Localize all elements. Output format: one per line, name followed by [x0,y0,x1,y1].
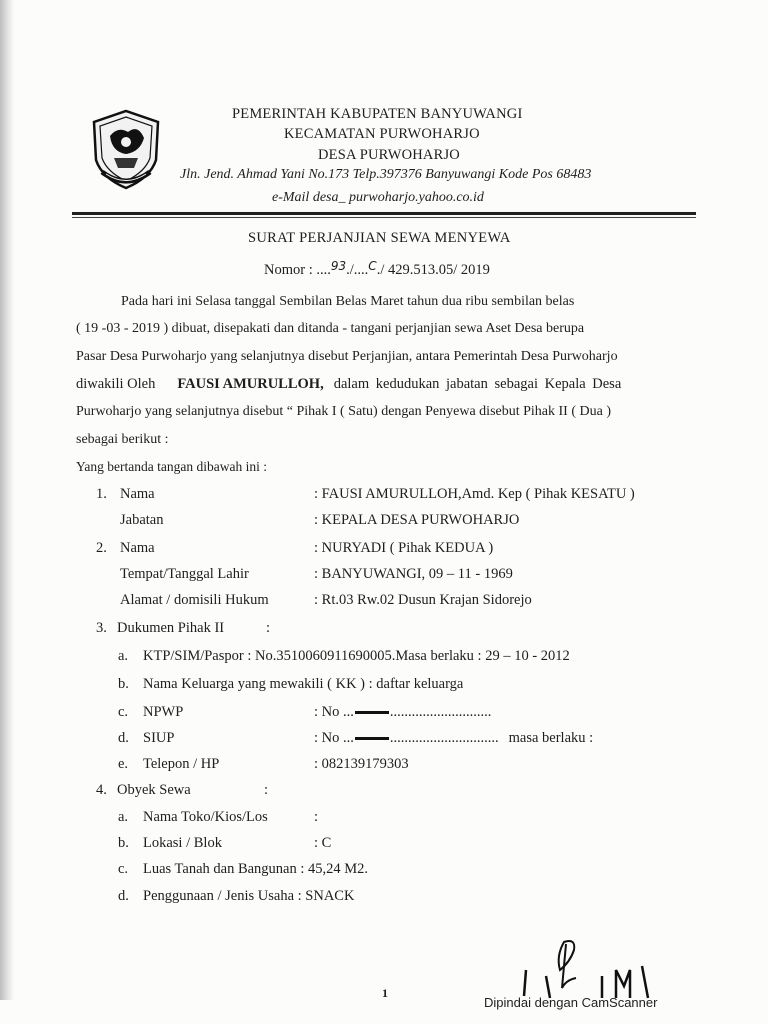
letterhead-email: e-Mail desa_ purwoharjo.yahoo.co.id [272,190,484,205]
section-3-label: Dukumen Pihak II [117,620,225,636]
s3-item-d-value [314,730,593,747]
number-handwritten-2: C [368,259,377,273]
s3-item-b-family: Nama Keluarga yang mewakili ( KK ) : daftar keluarga [143,676,464,692]
section-3-colon: : [266,620,271,636]
intro-line-1: Pada hari ini Selasa tanggal Sembilan Belas Maret tahun dua ribu sembilan belas [121,294,575,309]
intro-line-2: ( 19 -03 - 2019 ) dibuat, disepakati dan ditanda - tangani perjanjian sewa Aset Desa berupa [76,321,585,336]
redaction-mark [355,737,389,740]
letterhead-government: PEMERINTAH KABUPATEN BANYUWANGI [232,106,523,122]
section-1-label-name: Nama [120,486,155,502]
s4-item-c-area: Luas Tanah dan Bangunan : 45,24 M2. [143,861,369,877]
section-4-number: 4. [96,782,107,798]
s3-item-a-letter: a. [118,648,129,664]
s3-item-e-letter: e. [118,756,129,772]
representative-name: FAUSI AMURULLOH, [177,376,324,392]
page-number: 1 [382,986,388,1000]
scan-edge-shadow [0,0,14,1000]
signature-mark [516,936,656,1000]
s3-item-b-letter: b. [118,676,129,692]
number-prefix: Nomor : [264,262,317,278]
section-1-value-name: : FAUSI AMURULLOH,Amd. Kep ( Pihak KESATU ) [314,486,635,502]
letterhead-rule-thin [72,217,696,218]
s4-item-b-label: Lokasi / Blok [143,835,222,851]
section-2-value-birth: : BANYUWANGI, 09 – 11 - 1969 [314,566,513,582]
s4-item-d-letter: d. [118,888,129,904]
section-4-label: Obyek Sewa [117,782,191,798]
number-dots-2: .... [353,262,369,278]
letterhead-district: KECAMATAN PURWOHARJO [284,126,480,142]
s4-item-a-label: Nama Toko/Kios/Los [143,809,268,825]
s4-item-a-letter: a. [118,809,129,825]
number-suffix: ./ 429.513.05/ 2019 [376,262,490,278]
s4-item-b-value: : C [314,835,332,851]
section-2-label-name: Nama [120,540,155,556]
section-2-number: 2. [96,540,107,556]
signed-intro: Yang bertanda tangan dibawah ini : [76,459,267,474]
section-3-number: 3. [96,620,107,636]
letterhead-address: Jln. Jend. Ahmad Yani No.173 Telp.397376 Banyuwangi Kode Pos 68483 [180,167,592,182]
intro-line-6: sebagai berikut : [76,432,169,447]
s3-item-d-letter: d. [118,730,129,746]
section-1-number: 1. [96,486,107,502]
intro-line-4 [76,376,696,393]
section-2-value-address: : Rt.03 Rw.02 Dusun Krajan Sidorejo [314,592,532,608]
s3-item-c-value [314,704,491,721]
number-dots-1: .... [316,262,331,278]
s3-item-e-value: : 082139179303 [314,756,409,772]
letterhead-rule-thick [72,212,696,215]
intro-line-3: Pasar Desa Purwoharjo yang selanjutnya disebut Perjanjian, antara Pemerintah Desa Purwoharjo [76,349,618,364]
s3-item-a-ktp: KTP/SIM/Paspor : No.3510060911690005.Masa berlaku : 29 – 10 - 2012 [143,648,570,664]
s3-item-c-letter: c. [118,704,129,720]
intro-line-4-post: dalam kedudukan jabatan sebagai Kepala Desa [333,376,622,392]
section-2-label-address: Alamat / domisili Hukum [120,592,269,608]
s4-item-a-value: : [314,809,319,825]
section-2-label-birth: Tempat/Tanggal Lahir [120,566,249,582]
section-4-colon: : [264,782,269,798]
section-2-value-name: : NURYADI ( Pihak KEDUA ) [314,540,494,556]
s3-item-d-label: SIUP [143,730,175,746]
regency-crest-logo [88,108,164,192]
section-1-label-position: Jabatan [120,512,164,528]
redaction-mark [355,711,389,714]
section-1-value-position: : KEPALA DESA PURWOHARJO [314,512,520,528]
npwp-value-pre: : No ... [314,704,354,720]
s3-item-c-label: NPWP [143,704,184,720]
number-handwritten-1: 93 [330,259,347,273]
s4-item-b-letter: b. [118,835,129,851]
siup-value-pre: : No ... [314,730,354,746]
s3-item-e-label: Telepon / HP [143,756,220,772]
intro-line-5: Purwoharjo yang selanjutnya disebut “ Pihak I ( Satu) dengan Penyewa disebut Pihak II ( Dua ) [76,404,611,419]
npwp-value-post: ............................ [389,704,492,720]
siup-value-post: .............................. [389,730,499,746]
number-separator: ./ [346,262,354,278]
letterhead-village: DESA PURWOHARJO [318,147,460,163]
s4-item-c-letter: c. [118,861,129,877]
intro-line-4-pre: diwakili Oleh [76,376,156,392]
document-title: SURAT PERJANJIAN SEWA MENYEWA [248,230,511,246]
scanner-watermark: Dipindai dengan CamScanner [484,995,658,1010]
document-number [264,259,490,279]
s4-item-d-usage: Penggunaan / Jenis Usaha : SNACK [143,888,355,904]
siup-validity-label: masa berlaku : [508,730,594,746]
